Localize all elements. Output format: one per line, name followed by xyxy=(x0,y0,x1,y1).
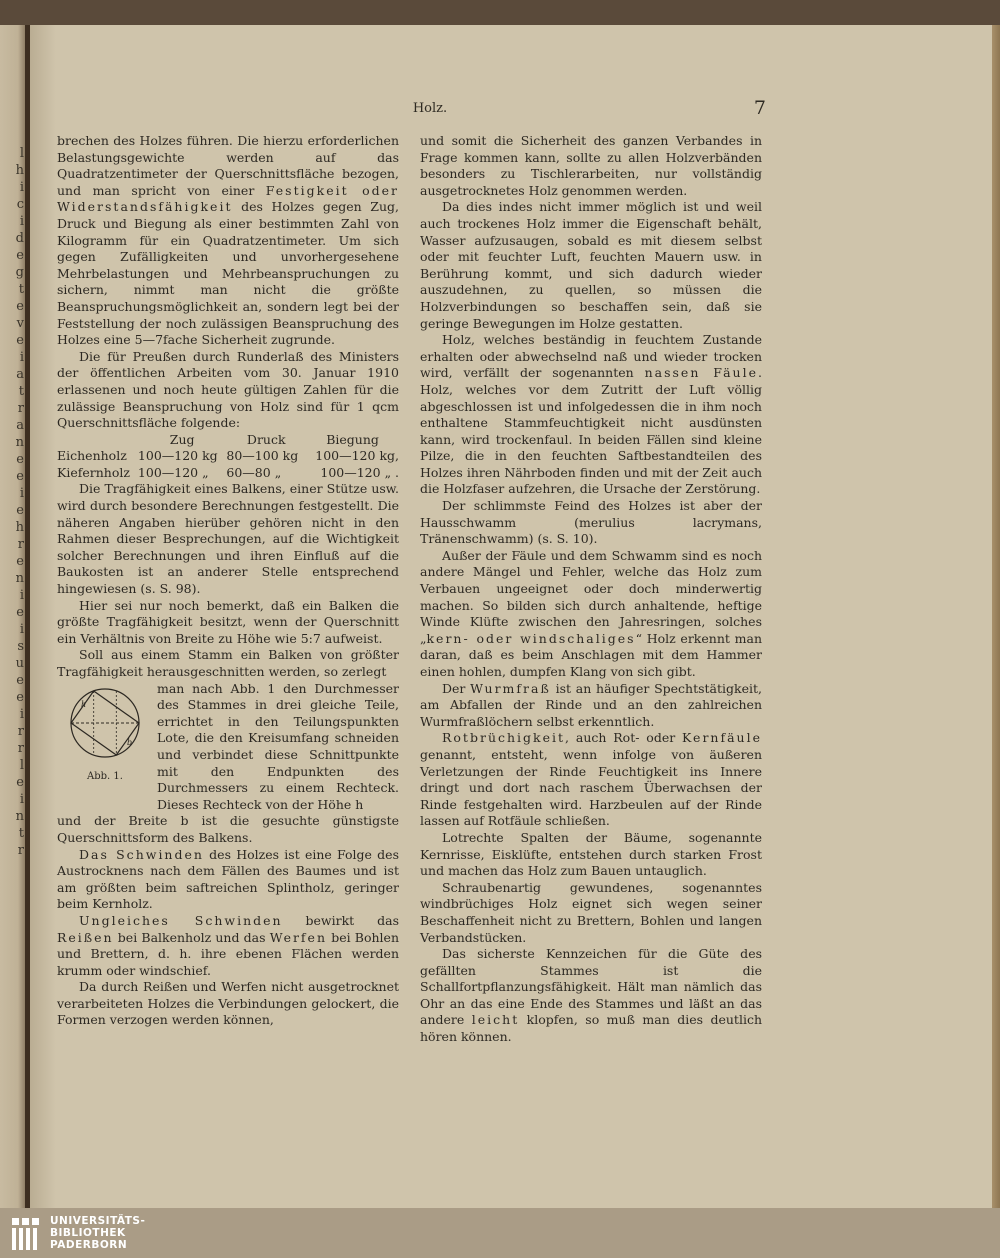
paragraph: Ungleiches Schwinden bewirkt das Reißen bei Balkenholz und das Werfen bei Bohlen und Brettern, d. h. ihre ebenen Flächen werden krumm oder windschief. xyxy=(57,912,399,978)
previous-page-letter: d xyxy=(15,231,24,246)
previous-page-letter: i xyxy=(19,180,24,195)
table-header: Biegung xyxy=(326,431,379,447)
spaced-term: Wurmfraß xyxy=(470,680,551,696)
previous-page-letter: i xyxy=(19,707,24,722)
previous-page-letter: r xyxy=(17,741,24,756)
library-footer xyxy=(0,1208,1000,1258)
previous-page-letter: i xyxy=(19,622,24,637)
university-library-logo-icon xyxy=(10,1216,42,1252)
figure-block xyxy=(57,681,399,814)
paragraph: Da durch Reißen und Werfen nicht ausgetrocknet verarbeiteten Holzes die Verbindungen gelockert, die Formen verzogen werden können, xyxy=(57,979,399,1028)
figure-caption: Abb. 1. xyxy=(87,770,123,782)
previous-page-letter: e xyxy=(16,605,24,620)
previous-page-letter: e xyxy=(16,299,24,314)
previous-page-letter: t xyxy=(18,384,24,399)
label-h: h xyxy=(81,699,87,709)
previous-page-letter: g xyxy=(15,265,24,280)
running-head: Holz. xyxy=(412,101,448,116)
previous-page-letter: r xyxy=(17,401,24,416)
previous-page-letter: i xyxy=(19,792,24,807)
table-header: Druck xyxy=(246,431,286,447)
library-name xyxy=(50,1215,145,1251)
spaced-term: Kernfäule xyxy=(682,730,762,746)
previous-page-letter: r xyxy=(17,843,24,858)
previous-page-letter: e xyxy=(16,554,24,569)
log-cross-section-diagram xyxy=(67,685,143,761)
previous-page-letter: e xyxy=(16,503,24,518)
table-header-row xyxy=(57,432,399,449)
paragraph: Das Schwinden des Holzes ist eine Folge des Austrocknens nach dem Fällen des Baumes und ist am größten beim saftreichen Splintholz, geringer beim Kernholz. xyxy=(57,846,399,912)
table-header xyxy=(57,432,138,449)
previous-page-letter: l xyxy=(19,758,24,773)
previous-page-letter: t xyxy=(18,282,24,297)
page-edge xyxy=(992,25,1000,1208)
previous-page-letter: r xyxy=(17,537,24,552)
table-cell: 100—120 „ xyxy=(137,464,209,480)
previous-page-letter: s xyxy=(17,639,24,654)
paragraph: und der Breite b ist die gesuchte günstigste Querschnittsform des Balkens. xyxy=(57,813,399,845)
spaced-term: leicht xyxy=(471,1012,520,1028)
paragraph: und somit die Sicherheit des ganzen Verbandes in Frage kommen kann, sollte zu allen Holzverbänden besonders zu Tischlerarbeiten, nur vollständig ausgetrocknetes Holz genommen werden. xyxy=(420,133,762,198)
previous-page-letter: e xyxy=(16,452,24,467)
table-cell: Eichenholz xyxy=(57,448,127,464)
paragraph: Hier sei nur noch bemerkt, daß ein Balken die größte Tragfähigkeit besitzt, wenn der Querschnitt ein Verhältnis von Breite zu Höhe wie 5:7 aufweist. xyxy=(57,597,399,646)
paragraph: Lotrechte Spalten der Bäume, sogenannte Kernrisse, Eisklüfte, entstehen durch starken Frost und machen das Holz zum Bauen untauglich. xyxy=(420,829,762,879)
previous-page-letter: h xyxy=(15,520,24,535)
spaced-term: Rotbrüchigkeit xyxy=(442,730,566,746)
previous-page-letter: l xyxy=(19,146,24,161)
table-cell: 100—120 „ . xyxy=(320,464,399,480)
previous-page-letter: e xyxy=(16,690,24,705)
paragraph: Schraubenartig gewundenes, sogenanntes windbrüchiges Holz eignet sich wegen seiner Beschaffenheit nicht zu Brettern, Bohlen und langen Verbandstücken. xyxy=(420,879,762,945)
paragraph: Rotbrüchigkeit, auch Rot- oder Kernfäule genannt, entsteht, wenn infolge von äußeren Verletzungen der Rinde Feuchtigkeit ins Innere dringt und dort nach raschem Überwachsen der Rinde festgehalten wird. Harzbeulen auf der Rinde lassen auf Rotfäule schließen. xyxy=(420,730,762,829)
spaced-term: Das Schwinden xyxy=(79,846,204,862)
spaced-term: Reißen xyxy=(57,929,114,945)
previous-page-letter: i xyxy=(19,350,24,365)
paragraph: brechen des Holzes führen. Die hierzu erforderlichen Belastungsgewichte werden auf das Quadratzentimeter der Querschnittsfläche bezogen, und man spricht von einer Festigkeit oder Widerstandsfähigkeit des Holzes gegen Zug, Druck und Biegung als einer bestimmten Zahl von Kilogramm für ein Quadratzentimeter. Um sich gegen Zufälligkeiten und unvorhergesehene Mehrbelastungen und Mehrbeanspruchungen zu sichern, nimmt man nicht die größte Beanspruchungsmöglichkeit an, sondern legt bei der Feststellung der noch zulässigen Beanspruchung des Holzes eine 5—7fache Sicherheit zugrunde. xyxy=(57,133,399,348)
paragraph: Die Tragfähigkeit eines Balkens, einer Stütze usw. wird durch besondere Berechnungen festgestellt. Die näheren Angaben hierüber gehören nicht in den Rahmen dieser Besprechungen, auf die Wichtigkeit solcher Berechnungen und ihren Einfluß auf die Baukosten ist an anderer Stelle entsprechend hingewiesen (s. S. 98). xyxy=(57,481,399,597)
previous-page-letter: n xyxy=(15,571,24,586)
library-name-line: BIBLIOTHEK xyxy=(50,1227,126,1239)
spaced-term: Ungleiches Schwinden xyxy=(79,912,283,928)
previous-page-letter: n xyxy=(15,435,24,450)
previous-page-letter: a xyxy=(16,367,24,382)
table-row xyxy=(57,465,399,482)
load-table xyxy=(57,432,399,482)
table-cell: 80—100 kg xyxy=(226,448,299,464)
table-cell: Kiefernholz xyxy=(57,464,130,480)
previous-page-letter: e xyxy=(16,673,24,688)
previous-page-letter: i xyxy=(19,486,24,501)
right-column xyxy=(420,133,762,1046)
table-cell: 100—120 kg, xyxy=(315,448,399,464)
spaced-term: Festigkeit oder Widerstandsfähigkeit xyxy=(57,182,399,215)
previous-page-letter: h xyxy=(15,163,24,178)
paragraph: Das sicherste Kennzeichen für die Güte des gefällten Stammes ist die Schallfortpflanzungsfähigkeit. Hält man nämlich das Ohr an das eine Ende des Stammes und läßt an das andere leicht klopfen, so muß man dies deutlich hören können. xyxy=(420,946,763,1045)
previous-page-letters xyxy=(0,145,24,859)
previous-page-letter: i xyxy=(19,214,24,229)
previous-page-letter: a xyxy=(16,418,24,433)
table-header: Zug xyxy=(169,431,195,447)
previous-page-letter: n xyxy=(15,809,24,824)
previous-page-letter: e xyxy=(16,775,24,790)
previous-page-letter: e xyxy=(16,248,24,263)
paragraph: Soll aus einem Stamm ein Balken von größter Tragfähigkeit herausgeschnitten werden, so zerlegt xyxy=(57,647,399,679)
previous-page-letter: u xyxy=(15,656,24,671)
paragraph: man nach Abb. 1 den Durchmesser des Stammes in drei gleiche Teile, errichtet in den Teilungspunkten Lote, die den Kreisumfang schneiden und verbindet diese Schnittpunkte mit den Endpunkten des Durchmessers zu einem Rechteck. Dieses Rechteck von der Höhe h xyxy=(157,680,399,812)
previous-page-letter: t xyxy=(18,826,24,841)
label-b: b xyxy=(127,737,133,747)
table-cell: 60—80 „ xyxy=(226,464,282,480)
library-name-line: UNIVERSITÄTS- xyxy=(50,1215,146,1227)
previous-page-letter: e xyxy=(16,469,24,484)
table-row xyxy=(57,448,399,465)
left-column xyxy=(57,133,399,1029)
previous-page-edge xyxy=(0,25,30,1208)
previous-page-letter: c xyxy=(16,197,24,212)
previous-page-letter: v xyxy=(16,316,24,331)
page-number: 7 xyxy=(753,97,766,119)
paragraph: Der Wurmfraß ist an häufiger Spechtstätigkeit, am Abfallen der Rinde und an den zahlreichen Wurmfraßlöchern selbst erkenntlich. xyxy=(420,680,762,729)
previous-page-letter: r xyxy=(17,724,24,739)
paragraph: Außer der Fäule und dem Schwamm sind es noch andere Mängel und Fehler, welche das Holz zum Verbauen ungeeignet oder doch minderwertig machen. So bilden sich durch anhaltende, heftige Winde Klüfte zwischen den Jahresringen, solches „kern- oder windschaliges“ Holz erkennt man daran, daß es beim Anschlagen mit dem Hammer einen hohlen, dumpfen Klang von sich gibt. xyxy=(420,547,762,679)
paragraph: Da dies indes nicht immer möglich ist und weil auch trockenes Holz immer die Eigenschaft behält, Wasser aufzusaugen, sobald es mit diesem selbst oder mit feuchter Luft, feuchten Mauern usw. in Berührung kommt, und sich dadurch wieder auszudehnen, zu quellen, so müssen die Holzverbindungen so beschaffen sein, daß sie geringe Bewegungen im Holze gestatten. xyxy=(420,199,762,331)
figure-abb-1 xyxy=(57,685,153,805)
table-cell: 100—120 kg xyxy=(137,448,218,464)
paragraph: Die für Preußen durch Runderlaß des Ministers der öffentlichen Arbeiten vom 30. Januar 1910 erlassenen und noch heute gültigen Zahlen für die zulässige Beanspruchung von Holz sind für 1 qcm Querschnittsfläche folgende: xyxy=(57,348,399,431)
library-name-line: PADERBORN xyxy=(50,1239,128,1251)
paragraph: Holz, welches beständig in feuchtem Zustande erhalten oder abwechselnd naß und wieder trocken wird, verfällt der sogenannten nassen Fäule. Holz, welches vor dem Zutritt der Luft völlig abgeschlossen ist und infolgedessen die in ihm noch enthaltene Stammfeuchtigkeit nicht ausdünsten kann, wird trockenfaul. In beiden Fällen sind kleine Pilze, die in den feuchten Saftbestandteilen des Holzes ihren Nährboden finden und mit der Zeit auch die Holzfaser aufzehren, die Ursache der Zerstörung. xyxy=(420,332,762,497)
previous-page-letter: i xyxy=(19,588,24,603)
paragraph: Der schlimmste Feind des Holzes ist aber der Hausschwamm (merulius lacrymans, Tränenschwamm) (s. S. 10). xyxy=(420,498,762,547)
spaced-term: kern- oder windschaliges xyxy=(426,630,636,646)
previous-page-letter: e xyxy=(16,333,24,348)
spaced-term: Werfen xyxy=(269,929,328,945)
spaced-term: nassen Fäule xyxy=(644,365,759,381)
